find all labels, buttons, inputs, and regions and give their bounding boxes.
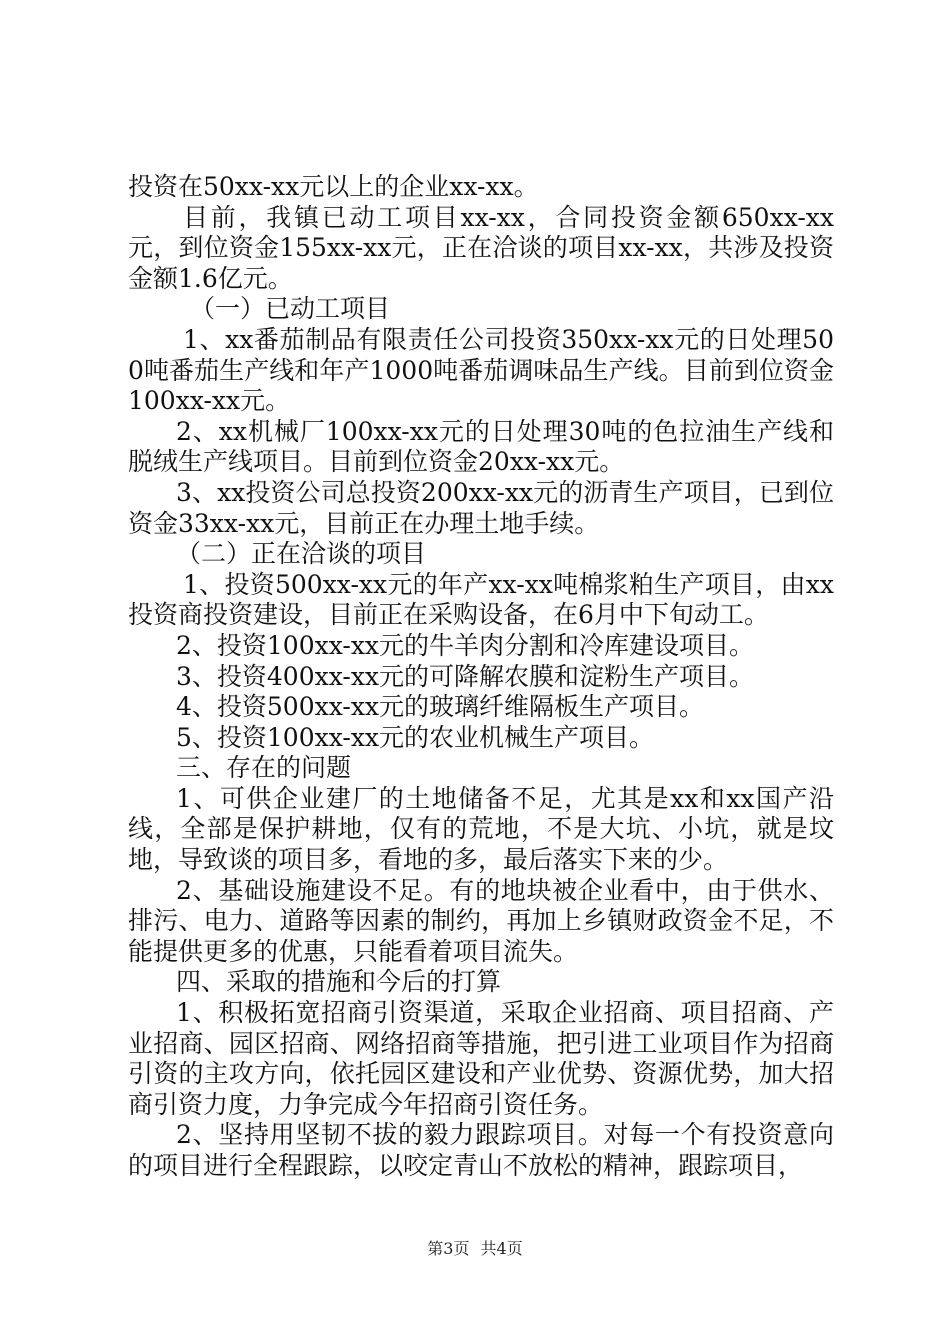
paragraph: 1、积极拓宽招商引资渠道，采取企业招商、项目招商、产业招商、园区招商、网络招商等措施，把引进工业项目作为招商引资的主攻方向，依托园区建设和产业优势、资源优势，加大招商引资力度，力争完成今年招商引资任务。: [128, 998, 834, 1119]
paragraph: 目前，我镇已动工项目xx-xx，合同投资金额650xx-xx元，到位资金155xx-xx元，正在洽谈的项目xx-xx，共涉及投资金额1.6亿元。: [128, 202, 834, 293]
section-heading: （二）正在洽谈的项目: [176, 539, 427, 569]
paragraph: 2、投资100xx-xx元的牛羊肉分割和冷库建设项目。: [176, 630, 755, 660]
section-heading: 三、存在的问题: [176, 753, 352, 783]
document-body: [128, 172, 834, 1182]
page-footer: [0, 1236, 950, 1259]
paragraph: 2、xx机械厂100xx-xx元的日处理30吨的色拉油生产线和脱绒生产线项目。目前到位资金20xx-xx元。: [128, 416, 834, 477]
paragraph: 2、基础设施建设不足。有的地块被企业看中，由于供水、排污、电力、道路等因素的制约，再加上乡镇财政资金不足，不能提供更多的优惠，只能看着项目流失。: [128, 875, 834, 966]
paragraph: 3、投资400xx-xx元的可降解农膜和淀粉生产项目。: [176, 661, 755, 691]
paragraph: 4、投资500xx-xx元的玻璃纤维隔板生产项目。: [176, 692, 705, 722]
paragraph: 1、投资500xx-xx元的年产xx-xx吨棉浆粕生产项目，由xx投资商投资建设，目前正在采购设备，在6月中下旬动工。: [128, 569, 834, 630]
section-heading: 四、采取的措施和今后的打算: [176, 967, 502, 997]
paragraph: 5、投资100xx-xx元的农业机械生产项目。: [176, 722, 655, 752]
paragraph: 投资在50xx-xx元以上的企业xx-xx。: [128, 172, 539, 201]
paragraph: 1、xx番茄制品有限责任公司投资350xx-xx元的日处理500吨番茄生产线和年产1000吨番茄调味品生产线。目前到位资金100xx-xx元。: [128, 324, 834, 416]
paragraph: 1、可供企业建厂的土地储备不足，尤其是xx和xx国产沿线，全部是保护耕地，仅有的荒地，不是大坑、小坑，就是坟地，导致谈的项目多，看地的多，最后落实下来的少。: [128, 783, 834, 875]
paragraph: 3、xx投资公司总投资200xx-xx元的沥青生产项目，已到位资金33xx-xx元，目前正在办理土地手续。: [128, 477, 834, 538]
paragraph: 2、坚持用坚韧不拔的毅力跟踪项目。对每一个有投资意向的项目进行全程跟踪，以咬定青山不放松的精神，跟踪项目，: [128, 1120, 834, 1180]
section-heading: （一）已动工项目: [190, 294, 391, 324]
page-number: 第3页: [427, 1239, 470, 1258]
page-total: 共4页: [480, 1239, 523, 1258]
